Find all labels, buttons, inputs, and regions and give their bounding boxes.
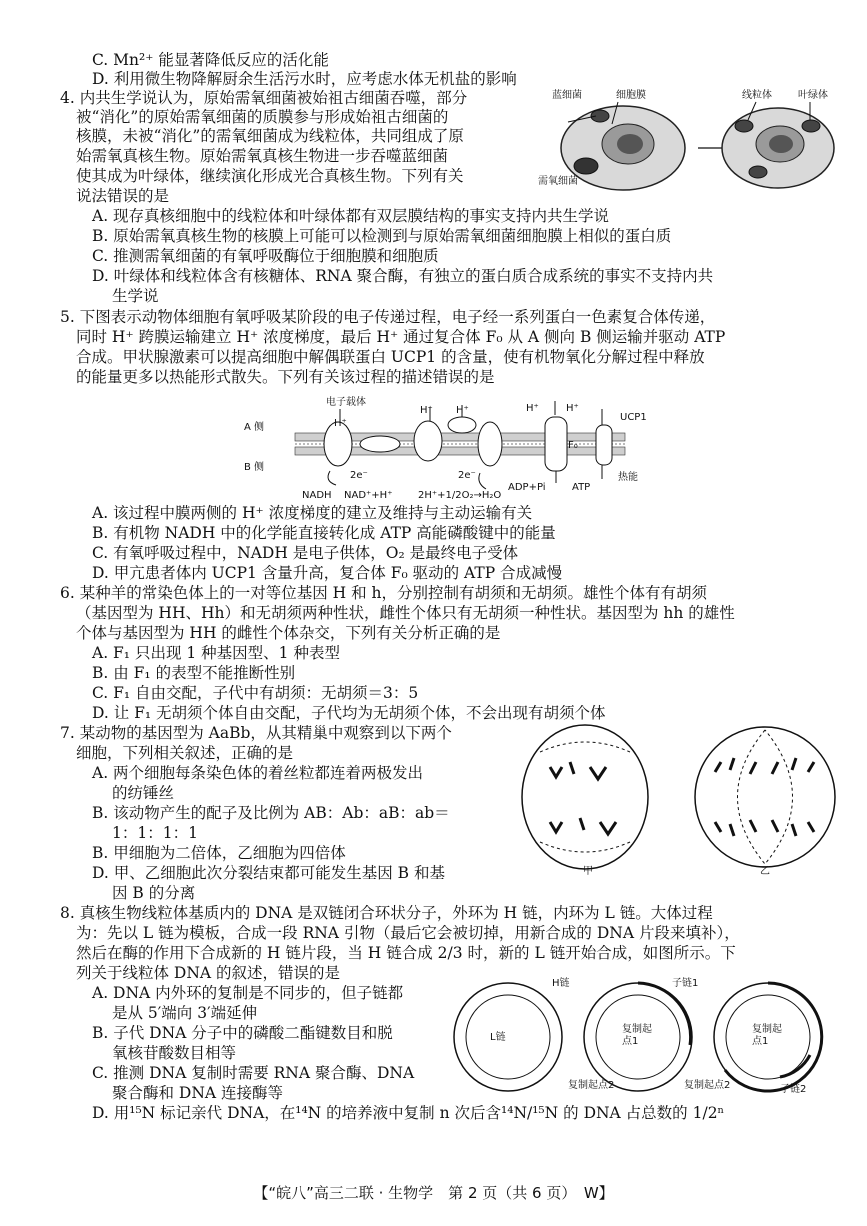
label-heat: 热能 [618,472,638,483]
text-line-q5_4: 的能量更多以热能形式散失。下列有关该过程的描述错误的是 [76,368,495,386]
label-cell-jia: 甲 [583,866,593,877]
label-adp: ADP+Pi [508,482,546,493]
text-line-q5_3: 合成。甲状腺激素可以提高细胞中解偶联蛋白 UCP1 的含量，使有机物氧化分解过程中释放 [76,348,705,366]
label-nadh: NADH [302,490,332,501]
text-line-q7_B2: 1：1：1：1 [112,824,198,842]
cell-division-figure [510,722,840,882]
text-line-q4_B: B. 原始需氧真核生物的核膜上可能可以检测到与原始需氧细菌细胞膜上相似的蛋白质 [92,227,672,245]
label-nad: NAD⁺+H⁺ [344,490,393,501]
label-2e-1: 2e⁻ [350,470,368,481]
label-ucp1: UCP1 [620,412,647,423]
text-line-q8_D: D. 用¹⁵N 标记亲代 DNA，在¹⁴N 的培养液中复制 n 次后含¹⁴N/¹⁵N 的 DNA 占总数的 1/2ⁿ [92,1104,725,1122]
text-line-q7_B1: B. 该动物产生的配子及比例为 AB：Ab：aB：ab＝ [92,804,450,822]
label-aerobic-bacteria: 需氧细菌 [538,176,578,187]
text-line-q6_B: B. 由 F₁ 的表型不能推断性别 [92,664,296,682]
label-sub-chain-1: 子链1 [672,978,699,989]
text-line-q7_A1: A. 两个细胞每条染色体的着丝粒都连着两极发出 [92,764,424,782]
text-line-q5_2: 同时 H⁺ 跨膜运输建立 H⁺ 浓度梯度，最后 H⁺ 通过复合体 F₀ 从 A 侧向 B 侧运输并驱动 ATP [76,328,726,346]
text-line-q7_C: B. 甲细胞为二倍体，乙细胞为四倍体 [92,844,346,862]
label-electron-carrier: 电子载体 [326,397,366,408]
label-h-4: H⁺ [526,403,539,414]
text-line-q4_6: 说法错误的是 [76,187,170,205]
label-f0: F₀ [568,440,578,451]
text-line-q6_D: D. 让 F₁ 无胡须个体自由交配，子代均为无胡须个体，不会出现有胡须个体 [92,704,606,722]
text-line-q8_1: 8. 真核生物线粒体基质内的 DNA 是双链闭合环状分子，外环为 H 链，内环为 L 链。大体过程 [60,904,713,922]
label-origin-1-b: 复制起点1 [752,1024,782,1047]
text-line-q4_2: 被“消化”的原始需氧细菌的质膜参与形成始祖古细菌的 [76,108,449,126]
text-line-q8_C2: 聚合酶和 DNA 连接酶等 [112,1084,284,1102]
label-cell-yi: 乙 [760,866,770,877]
text-line-q5_B: B. 有机物 NADH 中的化学能直接转化成 ATP 高能磷酸键中的能量 [92,524,556,542]
text-line-q5_A: A. 该过程中膜两侧的 H⁺ 浓度梯度的建立及维持与主动运输有关 [92,504,533,522]
text-line-q4_5: 使其成为叶绿体，继续演化形成光合真核生物。下列有关 [76,167,464,185]
label-origin-1-a: 复制起点1 [622,1024,652,1047]
text-line-q4_D1: D. 叶绿体和线粒体含有核糖体、RNA 聚合酶，有独立的蛋白质合成系统的事实不支持内共 [92,267,714,285]
label-side-b: B 侧 [244,462,265,473]
page-footer: 【“皖八”高三二联 · 生物学 第 2 页（共 6 页） W】 [253,1184,614,1202]
text-line-q6_C: C. F₁ 自由交配，子代中有胡须：无胡须＝3：5 [92,684,419,702]
label-sub-chain-2: 子链2 [780,1084,807,1095]
label-2e-2: 2e⁻ [458,470,476,481]
label-h-chain: H链 [552,978,570,989]
label-h-5: H⁺ [566,403,579,414]
text-line-q6_A: A. F₁ 只出现 1 种基因型、1 种表型 [92,644,340,662]
text-line-q4_C: C. 推测需氧细菌的有氧呼吸酶位于细胞膜和细胞质 [92,247,439,265]
text-line-q5_1: 5. 下图表示动物体细胞有氧呼吸某阶段的电子传递过程，电子经一系列蛋白一色素复合体传递， [60,308,716,326]
text-line-q7_D2: 因 B 的分离 [112,884,196,902]
text-line-q8_3: 然后在酶的作用下合成新的 H 链片段，当 H 链合成 2/3 时，新的 L 链开始合成，如图所示。下 [76,944,736,962]
text-line-c_mn: C. Mn²⁺ 能显著降低反应的活化能 [92,51,329,69]
label-side-a: A 侧 [244,422,265,433]
label-h-3: H⁺ [456,405,469,416]
text-line-q7_A2: 的纺锤丝 [112,784,175,802]
label-l-chain: L链 [490,1032,506,1043]
label-h-2: H⁺ [420,405,433,416]
text-line-q8_B2: 氧核苷酸数目相等 [112,1044,237,1062]
label-h-1: H⁺ [334,418,347,429]
text-line-q4_1: 4. 内共生学说认为，原始需氧细菌被始祖古细菌吞噬，部分 [60,89,468,107]
text-line-q8_B1: B. 子代 DNA 分子中的磷酸二酯键数目和脱 [92,1024,393,1042]
text-line-q5_D: D. 甲亢患者体内 UCP1 含量升高，复合体 F₀ 驱动的 ATP 合成减慢 [92,564,563,582]
text-line-q7_2: 细胞，下列相关叙述，正确的是 [76,744,294,762]
label-water: 2H⁺+1/2O₂→H₂O [418,490,502,501]
text-line-q6_1: 6. 某种羊的常染色体上的一对等位基因 H 和 h，分别控制有胡须和无胡须。雄性个体有有胡须 [60,584,707,602]
text-line-q8_A1: A. DNA 内外环的复制是不同步的，但子链都 [92,984,404,1002]
text-line-q6_2: （基因型为 HH、Hh）和无胡须两种性状，雌性个体只有无胡须一种性状。基因型为 hh 的雄性 [76,604,735,622]
label-mitochondria: 线粒体 [742,90,772,101]
text-line-q4_D2: 生学说 [112,287,159,305]
text-line-d_micro: D. 利用微生物降解厨余生活污水时，应考虑水体无机盐的影响 [92,70,517,88]
text-line-q6_3: 个体与基因型为 HH 的雌性个体杂交，下列有关分析正确的是 [76,624,501,642]
endosymbiosis-figure [548,86,838,196]
text-line-q8_4: 列关于线粒体 DNA 的叙述，错误的是 [76,964,341,982]
text-line-q7_D1: D. 甲、乙细胞此次分裂结束都可能发生基因 B 和基 [92,864,445,882]
label-origin-2-b: 复制起点2 [684,1080,731,1091]
text-line-q8_2: 为：先以 L 链为模板，合成一段 RNA 引物（最后它会被切掉，用新合成的 DNA 片段来填补）， [76,924,740,942]
text-line-q7_1: 7. 某动物的基因型为 AaBb，从其精巢中观察到以下两个 [60,724,452,742]
text-line-q4_3: 核膜，未被“消化”的需氧细菌成为线粒体，共同组成了原 [76,127,464,145]
text-line-q8_A2: 是从 5′端向 3′端延伸 [112,1004,258,1022]
label-origin-2-a: 复制起点2 [568,1080,615,1091]
label-blue-bacteria: 蓝细菌 [552,90,582,101]
text-line-q5_C: C. 有氧呼吸过程中，NADH 是电子供体，O₂ 是最终电子受体 [92,544,519,562]
label-cell-membrane: 细胞膜 [616,90,646,101]
electron-transport-figure [240,395,660,503]
text-line-q4_A: A. 现存真核细胞中的线粒体和叶绿体都有双层膜结构的事实支持内共生学说 [92,207,610,225]
label-atp: ATP [572,482,591,493]
text-line-q4_4: 始需氧真核生物。原始需氧真核生物进一步吞噬蓝细菌 [76,147,449,165]
text-line-q8_C1: C. 推测 DNA 复制时需要 RNA 聚合酶、DNA [92,1064,415,1082]
label-chloroplast: 叶绿体 [798,90,828,101]
